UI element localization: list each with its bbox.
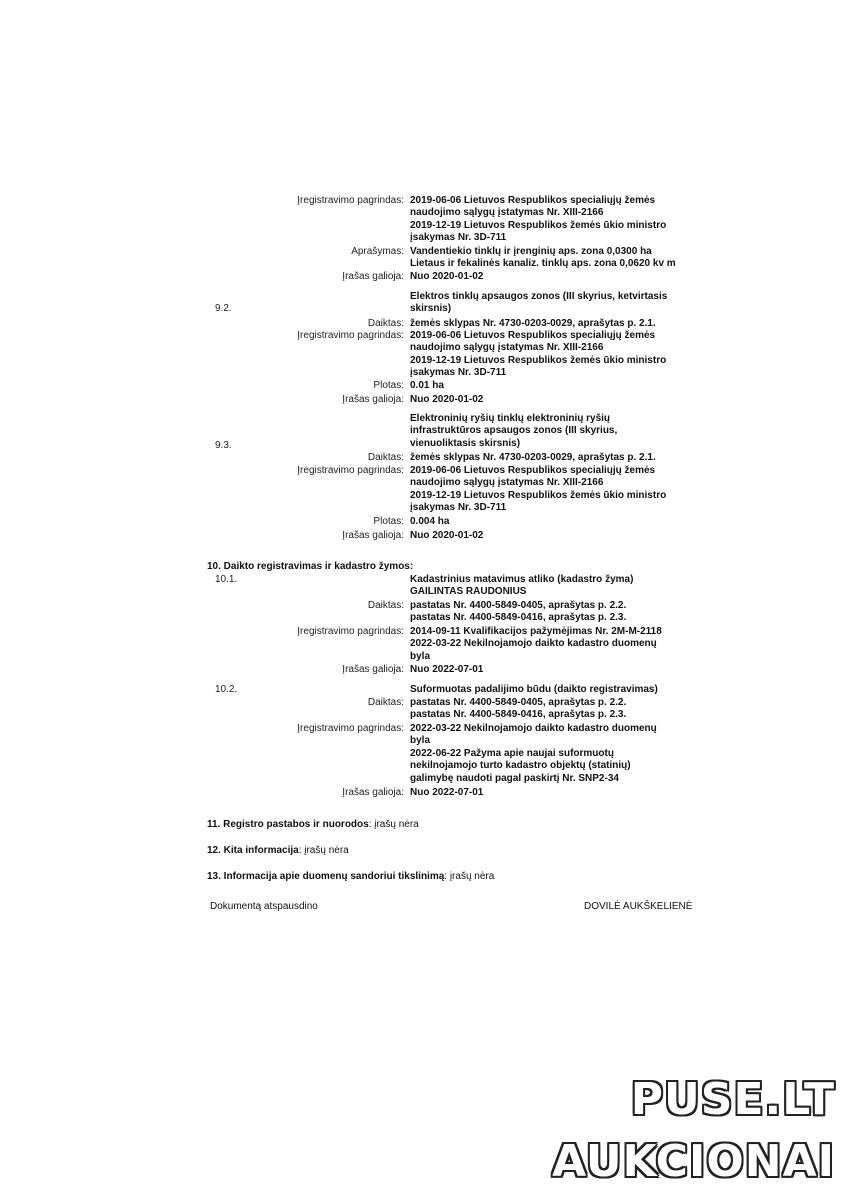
value-line: pastatas Nr. 4400-5849-0405, aprašytas p. 2.2. bbox=[410, 697, 627, 708]
field-label: Plotas: bbox=[373, 380, 404, 391]
section-value: : įrašų nėra bbox=[444, 871, 495, 882]
value-line: nekilnojamojo turto kadastro objektų (statinių) bbox=[410, 760, 631, 772]
field-value bbox=[410, 195, 666, 245]
item-title bbox=[410, 413, 617, 450]
section-10-title bbox=[207, 561, 413, 572]
printed-by-name: DOVILĖ AUKŠKELIENĖ bbox=[584, 901, 693, 912]
field-label: Daiktas: bbox=[367, 697, 404, 708]
field-label: Įregistravimo pagrindas: bbox=[297, 626, 404, 637]
field-label: Įrašas galioja: bbox=[342, 394, 404, 405]
value-line: naudojimo sąlygų įstatymas Nr. XIII-2166 bbox=[410, 477, 604, 489]
field-label: Įrašas galioja: bbox=[342, 787, 404, 798]
field-value: Nuo 2020-01-02 bbox=[410, 271, 484, 282]
value-line: 2014-09-11 Kvalifikacijos pažymėjimas Nr. 2M-M-2118 bbox=[410, 626, 662, 637]
section-11 bbox=[207, 819, 419, 830]
value-line: Lietaus ir fekalinės kanaliz. tinklų aps. zona 0,0620 kv m bbox=[410, 258, 676, 270]
field-label: Plotas: bbox=[373, 516, 404, 527]
field-value: Nuo 2022-07-01 bbox=[410, 787, 484, 798]
item-title bbox=[410, 574, 633, 599]
section-value: : įrašų nėra bbox=[298, 845, 349, 856]
section-title: 12. Kita informacija bbox=[207, 845, 299, 856]
field-value: Nuo 2020-01-02 bbox=[410, 530, 484, 541]
value-line: pastatas Nr. 4400-5849-0416, aprašytas p. 2.3. bbox=[410, 612, 627, 624]
field-value bbox=[410, 723, 657, 785]
field-label: Įrašas galioja: bbox=[342, 664, 404, 675]
item-title: Suformuotas padalijimo būdu (daikto registravimas) bbox=[410, 684, 658, 695]
value-line: 2019-06-06 Lietuvos Respublikos specialiųjų žemės bbox=[410, 465, 656, 476]
value-line: 2019-12-19 Lietuvos Respublikos žemės ūkio ministro bbox=[410, 489, 667, 501]
field-value bbox=[410, 330, 666, 380]
value-line: įsakymas Nr. 3D-711 bbox=[410, 232, 507, 244]
title-line: GAILINTAS RAUDONIUS bbox=[410, 586, 527, 598]
title-line: vienuoliktasis skirsnis) bbox=[410, 437, 521, 449]
item-title bbox=[410, 291, 667, 316]
value-line: 2019-12-19 Lietuvos Respublikos žemės ūkio ministro bbox=[410, 219, 667, 231]
field-value: Nuo 2020-01-02 bbox=[410, 394, 484, 405]
title-line: Kadastrinius matavimus atliko (kadastro žyma) bbox=[410, 574, 634, 585]
title-line: skirsnis) bbox=[410, 303, 452, 315]
title-line: Elektroninių ryšių tinklų elektroninių ryšių bbox=[410, 413, 611, 424]
value-line: 2022-03-22 Nekilnojamojo daikto kadastro duomenų bbox=[410, 638, 657, 650]
printed-by-label: Dokumentą atspausdino bbox=[210, 901, 318, 912]
field-label: Įregistravimo pagrindas: bbox=[297, 465, 404, 476]
value-line: 2022-06-22 Pažyma apie naujai suformuotų bbox=[410, 747, 614, 759]
value-line: pastatas Nr. 4400-5849-0416, aprašytas p. 2.3. bbox=[410, 709, 627, 721]
value-line: 2019-12-19 Lietuvos Respublikos žemės ūkio ministro bbox=[410, 354, 667, 366]
item-number: 10.2. bbox=[215, 684, 238, 695]
title-line: infrastruktūros apsaugos zonos (III skyrius, bbox=[410, 425, 618, 437]
value-line: byla bbox=[410, 650, 431, 662]
field-value bbox=[410, 465, 666, 515]
value-line: galimybę naudoti pagal paskirtį Nr. SNP2-34 bbox=[410, 772, 619, 784]
section-13 bbox=[207, 871, 494, 882]
field-value: Nuo 2022-07-01 bbox=[410, 664, 484, 675]
field-label: Įregistravimo pagrindas: bbox=[297, 195, 404, 206]
value-line: naudojimo sąlygų įstatymas Nr. XIII-2166 bbox=[410, 207, 604, 219]
value-line: byla bbox=[410, 735, 431, 747]
value-line: 2019-06-06 Lietuvos Respublikos specialiųjų žemės bbox=[410, 330, 656, 341]
value-line: 2022-03-22 Nekilnojamojo daikto kadastro duomenų bbox=[410, 723, 657, 734]
field-value: žemės sklypas Nr. 4730-0203-0029, aprašytas p. 2.1. bbox=[410, 452, 656, 463]
section-12 bbox=[207, 845, 349, 856]
watermark-line2: AUKCIONAI bbox=[552, 1136, 835, 1187]
section-title: 13. Informacija apie duomenų sandoriui tikslinimą bbox=[207, 871, 445, 882]
field-label: Įregistravimo pagrindas: bbox=[297, 723, 404, 734]
field-value bbox=[410, 626, 662, 663]
value-line: naudojimo sąlygų įstatymas Nr. XIII-2166 bbox=[410, 342, 604, 354]
value-line: Vandentiekio tinklų ir įrenginių aps. zona 0,0300 ha bbox=[410, 246, 652, 257]
field-value: žemės sklypas Nr. 4730-0203-0029, aprašytas p. 2.1. bbox=[410, 318, 656, 329]
field-label: Daiktas: bbox=[367, 318, 404, 329]
section-value: : įrašų nėra bbox=[368, 819, 419, 830]
watermark-line1: PUSE.LT bbox=[630, 1074, 835, 1125]
section-title: 11. Registro pastabos ir nuorodos bbox=[207, 819, 369, 830]
title-line: Elektros tinklų apsaugos zonos (III skyrius, ketvirtasis bbox=[410, 291, 668, 302]
item-number: 10.1. bbox=[215, 574, 238, 585]
field-label: Aprašymas: bbox=[351, 246, 404, 257]
value-line: 2019-06-06 Lietuvos Respublikos specialiųjų žemės bbox=[410, 195, 656, 206]
field-label: Įrašas galioja: bbox=[342, 530, 404, 541]
value-line: įsakymas Nr. 3D-711 bbox=[410, 367, 507, 379]
field-label: Daiktas: bbox=[367, 600, 404, 611]
section-title: 10. Daikto registravimas ir kadastro žymos: bbox=[207, 561, 414, 572]
field-value: 0.01 ha bbox=[410, 380, 444, 391]
value-line: įsakymas Nr. 3D-711 bbox=[410, 502, 507, 514]
field-value bbox=[410, 246, 676, 271]
field-value bbox=[410, 600, 626, 625]
field-label: Įregistravimo pagrindas: bbox=[297, 330, 404, 341]
field-value: 0.004 ha bbox=[410, 516, 450, 527]
field-value bbox=[410, 697, 626, 722]
field-label: Įrašas galioja: bbox=[342, 271, 404, 282]
field-label: Daiktas: bbox=[367, 452, 404, 463]
item-number: 9.2. bbox=[215, 303, 232, 314]
value-line: pastatas Nr. 4400-5849-0405, aprašytas p. 2.2. bbox=[410, 600, 627, 611]
item-number: 9.3. bbox=[215, 440, 232, 451]
